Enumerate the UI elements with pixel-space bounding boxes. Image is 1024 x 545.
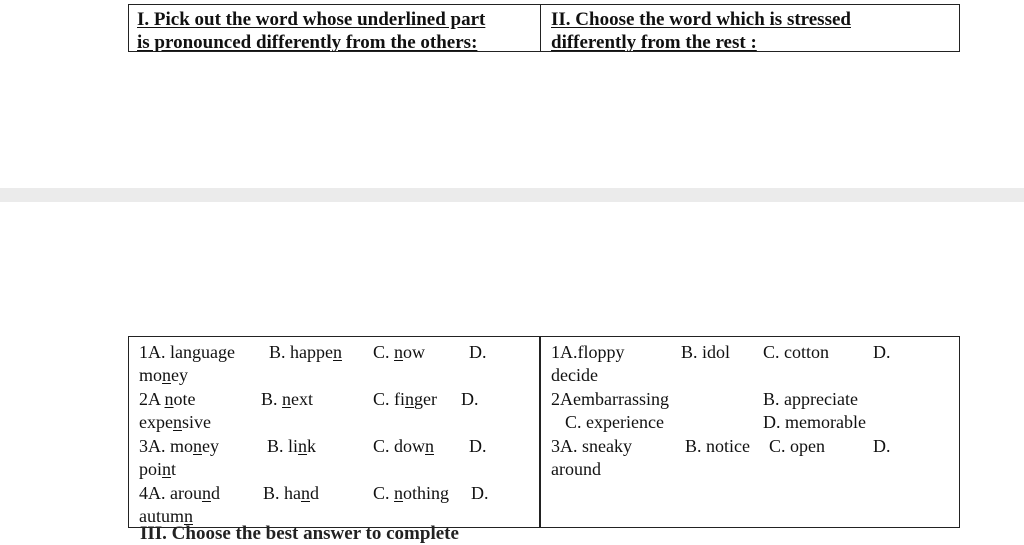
p2-q1-option-d-word: decide [551,365,598,385]
column-divider [539,337,541,527]
section-2-heading [541,5,958,51]
p1-q2-option-a: 2A note [139,389,196,409]
p2-q3-option-a: 3A. sneaky [551,436,632,456]
p2-q3-option-c: C. open [769,436,825,456]
p2-q1-option-c: C. cotton [763,342,829,362]
p2-q1-option-b: B. idol [681,342,731,362]
p1-q2-option-d-label: D. [461,389,479,409]
p1-q3-option-b: B. link [267,436,317,456]
p1-q3-option-d-word: point [139,459,177,479]
p1-q2-option-d-word: expensive [139,412,211,432]
p1-q4-option-c: C. nothing [373,483,450,503]
p1-q4-option-a: 4A. around [139,483,220,503]
p2-q2-option-c: C. experience [565,412,664,432]
p2-q3-option-d-label: D. [873,436,891,456]
p1-q4-option-b: B. hand [263,483,319,503]
page-gap-band [0,188,1024,202]
section-2-title-line-2: differently from the rest : [551,32,757,53]
p1-q3-option-d-label: D. [469,436,487,456]
p2-q3-option-d-word: around [551,459,601,479]
section-2-title-line-1: II. Choose the word which is stressed [551,9,851,30]
cropped-next-heading [140,523,540,544]
section-1-title-line-2: is pronounced differently from the others: [137,32,478,53]
exercise-table [128,336,960,528]
p1-q1-option-a: 1A. language [139,342,235,362]
section-1-heading [129,5,541,51]
section-1-title-line-1: I. Pick out the word whose underlined part [137,9,486,30]
p2-q1-option-a: 1A.floppy [551,342,625,362]
p2-q1-option-d-label: D. [873,342,891,362]
p2-q2-option-b: B. appreciate [763,389,858,409]
p1-q4-option-d-word: autumn [139,506,193,526]
p1-q3-option-c: C. down [373,436,435,456]
p1-q1-option-b: B. happen [269,342,342,362]
p1-q1-option-d-word: money [139,365,189,385]
p1-q3-option-a: 3A. money [139,436,219,456]
section-3-title-fragment: III. Choose the best answer to complete [140,523,459,544]
p1-q1-option-d-label: D. [469,342,487,362]
section-header-table [128,4,960,52]
p2-q2-option-d: D. memorable [763,412,866,432]
p2-q2-option-a: 2Aembarrassing [551,389,669,409]
p1-q4-option-d-label: D. [471,483,489,503]
p1-q2-option-b: B. next [261,389,314,409]
p1-q2-option-c: C. finger [373,389,437,409]
p2-q3-option-b: B. notice [685,436,750,456]
p1-q1-option-c: C. now [373,342,426,362]
